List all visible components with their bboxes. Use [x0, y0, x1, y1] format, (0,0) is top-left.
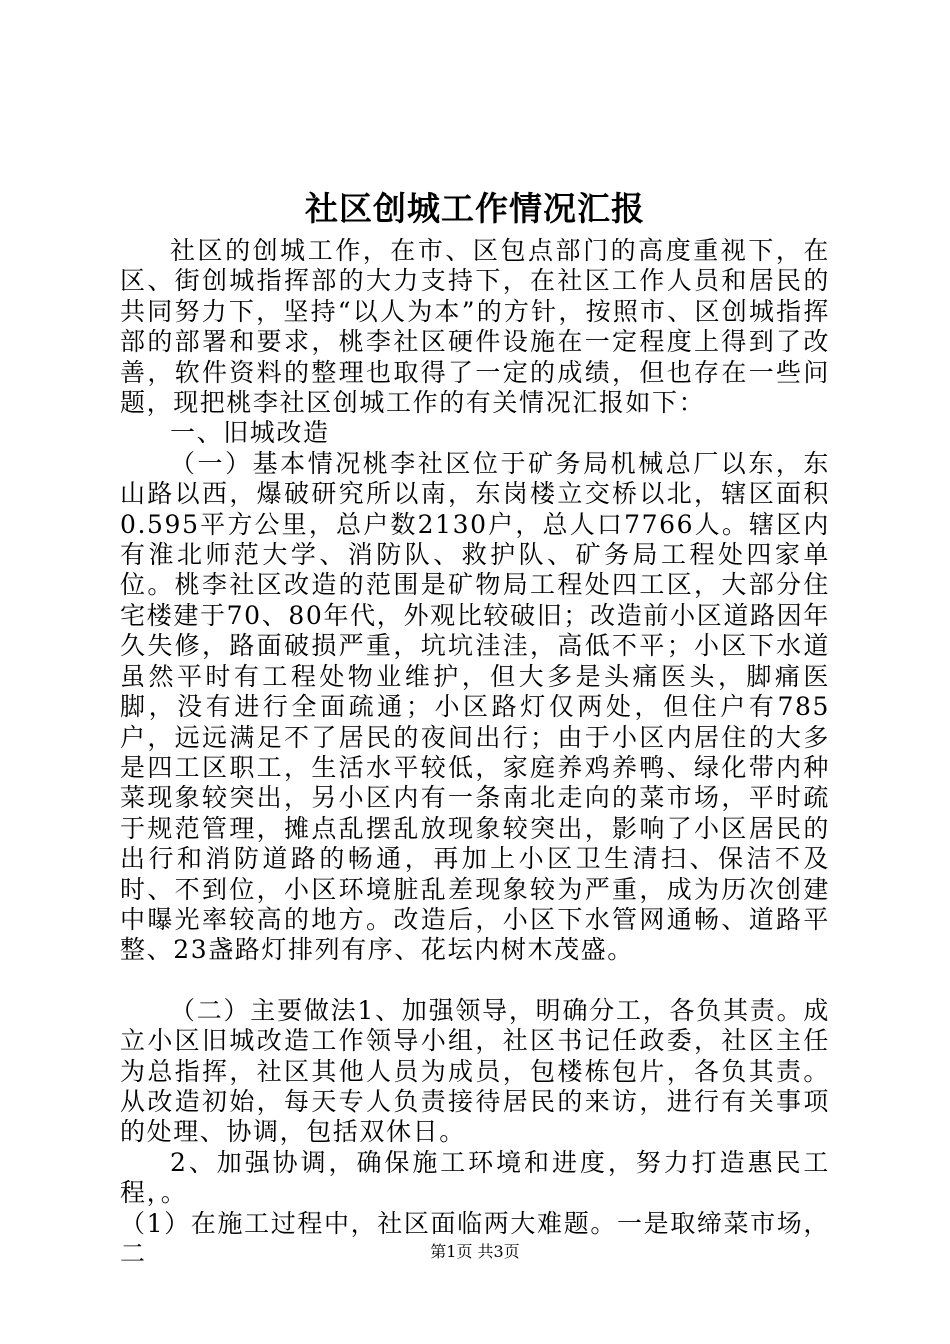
paragraph-construction: （1）在施工过程中，社区面临两大难题。一是取缔菜市场，二 [120, 1208, 830, 1268]
document-body [120, 236, 830, 1269]
paragraph-basic-situation: （一）基本情况桃李社区位于矿务局机械总厂以东，东山路以西，爆破研究所以南，东岗楼立交桥以北，辖区面积0.595平方公里，总户数2130户，总人口7766人。辖区内有淮北师范大学、消防队、救护队、矿务局工程处四家单位。桃李社区改造的范围是矿物局工程处四工区，大部分住宅楼建于70、80年代，外观比较破旧；改造前小区道路因年久失修，路面破损严重，坑坑洼洼，高低不平；小区下水道虽然平时有工程处物业维护，但大多是头痛医头，脚痛医脚，没有进行全面疏通；小区路灯仅两处，但住户有785户，远远满足不了居民的夜间出行；由于小区内居住的大多是四工区职工，生活水平较低，家庭养鸡养鸭、绿化带内种菜现象较突出，另小区内有一条南北走向的菜市场，平时疏于规范管理，摊点乱摆乱放现象较突出，影响了小区居民的出行和消防道路的畅通，再加上小区卫生清扫、保洁不及时、不到位，小区环境脏乱差现象较为严重，成为历次创建中曝光率较高的地方。改造后，小区下水管网通畅、道路平整、23盏路灯排列有序、花坛内树木茂盛。 [120, 448, 830, 965]
section-heading: 一、旧城改造 [170, 418, 330, 448]
paragraph-coordination: 2、加强协调，确保施工环境和进度，努力打造惠民工程，。 [120, 1147, 830, 1208]
paragraph-main-practices: （二）主要做法1、加强领导，明确分工，各负其责。成立小区旧城改造工作领导小组，社区书记任政委，社区主任为总指挥，社区其他人员为成员，包楼栋包片，各负其责。从改造初始，每天专人负责接待居民的来访，进行有关事项的处理、协调，包括双休日。 [120, 995, 830, 1147]
page-footer: 第1页 共3页 [430, 1242, 520, 1261]
paragraph-intro: 社区的创城工作，在市、区包点部门的高度重视下，在区、街创城指挥部的大力支持下，在社区工作人员和居民的共同努力下，坚持“以人为本”的方针，按照市、区创城指挥部的部署和要求，桃李社区硬件设施在一定程度上得到了改善，软件资料的整理也取得了一定的成绩，但也存在一些问题，现把桃李社区创城工作的有关情况汇报如下： [120, 236, 830, 418]
document-title: 社区创城工作情况汇报 [305, 189, 645, 228]
